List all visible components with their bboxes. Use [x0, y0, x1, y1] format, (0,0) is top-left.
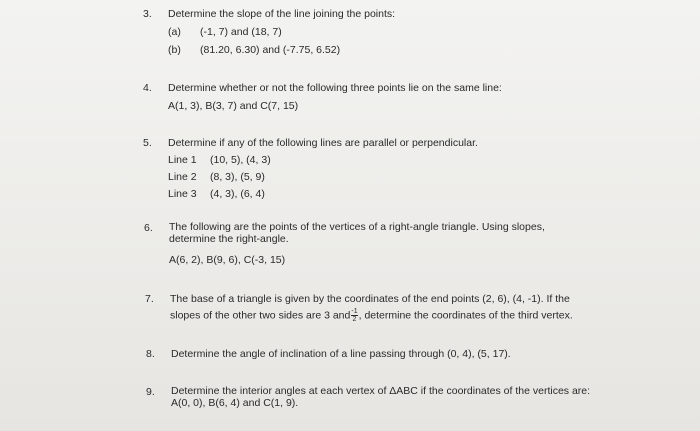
question-number: 9.: [146, 386, 155, 398]
question-text-line-1: Determine the interior angles at each vertex of ΔABC if the coordinates of the vertices are:: [171, 385, 591, 397]
line-label: Line 2: [168, 171, 197, 183]
line-row-1: [168, 153, 478, 167]
fraction-denominator: 2: [352, 316, 357, 323]
question-number: 5.: [143, 137, 152, 149]
question-number: 4.: [143, 82, 152, 94]
question-text-line-1: The following are the points of the vertices of a right-angle triangle. Using slopes,: [169, 221, 545, 233]
line-points: (10, 5), (4, 3): [210, 154, 271, 166]
line-2-end: , determine the coordinates of the third vertex.: [358, 309, 573, 322]
points-text: A(1, 3), B(3, 7) and C(7, 15): [168, 100, 299, 112]
part-b-text: (81.20, 6.30) and (-7.75, 6.52): [200, 44, 341, 56]
question-number: 8.: [146, 348, 155, 360]
part-b-label: (b): [168, 44, 181, 56]
question-number: 7.: [145, 293, 154, 305]
part-b: [168, 43, 395, 57]
question-number: 6.: [144, 222, 153, 234]
question-body: [171, 385, 590, 409]
question-body: [168, 81, 502, 113]
fraction: [351, 308, 357, 323]
part-a-label: (a): [168, 26, 181, 38]
question-text: Determine whether or not the following three points lie on the same line:: [168, 82, 502, 94]
question-text: Determine the angle of inclination of a line passing through (0, 4), (5, 17).: [171, 348, 511, 360]
points-text: A(6, 2), B(9, 6), C(-3, 15): [169, 254, 286, 266]
question-body: [169, 221, 545, 267]
question-text-line-2: [170, 308, 573, 323]
line-points: (8, 3), (5, 9): [210, 171, 265, 183]
line-row-3: [168, 187, 478, 201]
line-row-2: [168, 170, 478, 184]
question-text-line-2: determine the right-angle.: [169, 233, 289, 245]
line-label: Line 1: [168, 154, 197, 166]
question-body: [171, 347, 511, 361]
line-points: (4, 3), (6, 4): [210, 188, 265, 200]
question-text-line-2: A(0, 0), B(6, 4) and C(1, 9).: [171, 397, 299, 409]
question-text: Determine the slope of the line joining the points:: [168, 8, 396, 20]
part-a: [168, 25, 395, 39]
fraction-numerator: -1: [351, 308, 358, 315]
question-text: Determine if any of the following lines are parallel or perpendicular.: [168, 137, 478, 149]
part-a-text: (-1, 7) and (18, 7): [200, 26, 282, 38]
question-body: [168, 7, 395, 57]
question-text-line-1: The base of a triangle is given by the coordinates of the end points (2, 6), (4, -1). If the: [170, 293, 570, 305]
line-2-start: slopes of the other two sides are 3 and: [170, 309, 351, 322]
question-body: [168, 136, 478, 201]
question-body: [170, 292, 573, 323]
line-label: Line 3: [168, 188, 197, 200]
question-number: 3.: [143, 8, 152, 20]
